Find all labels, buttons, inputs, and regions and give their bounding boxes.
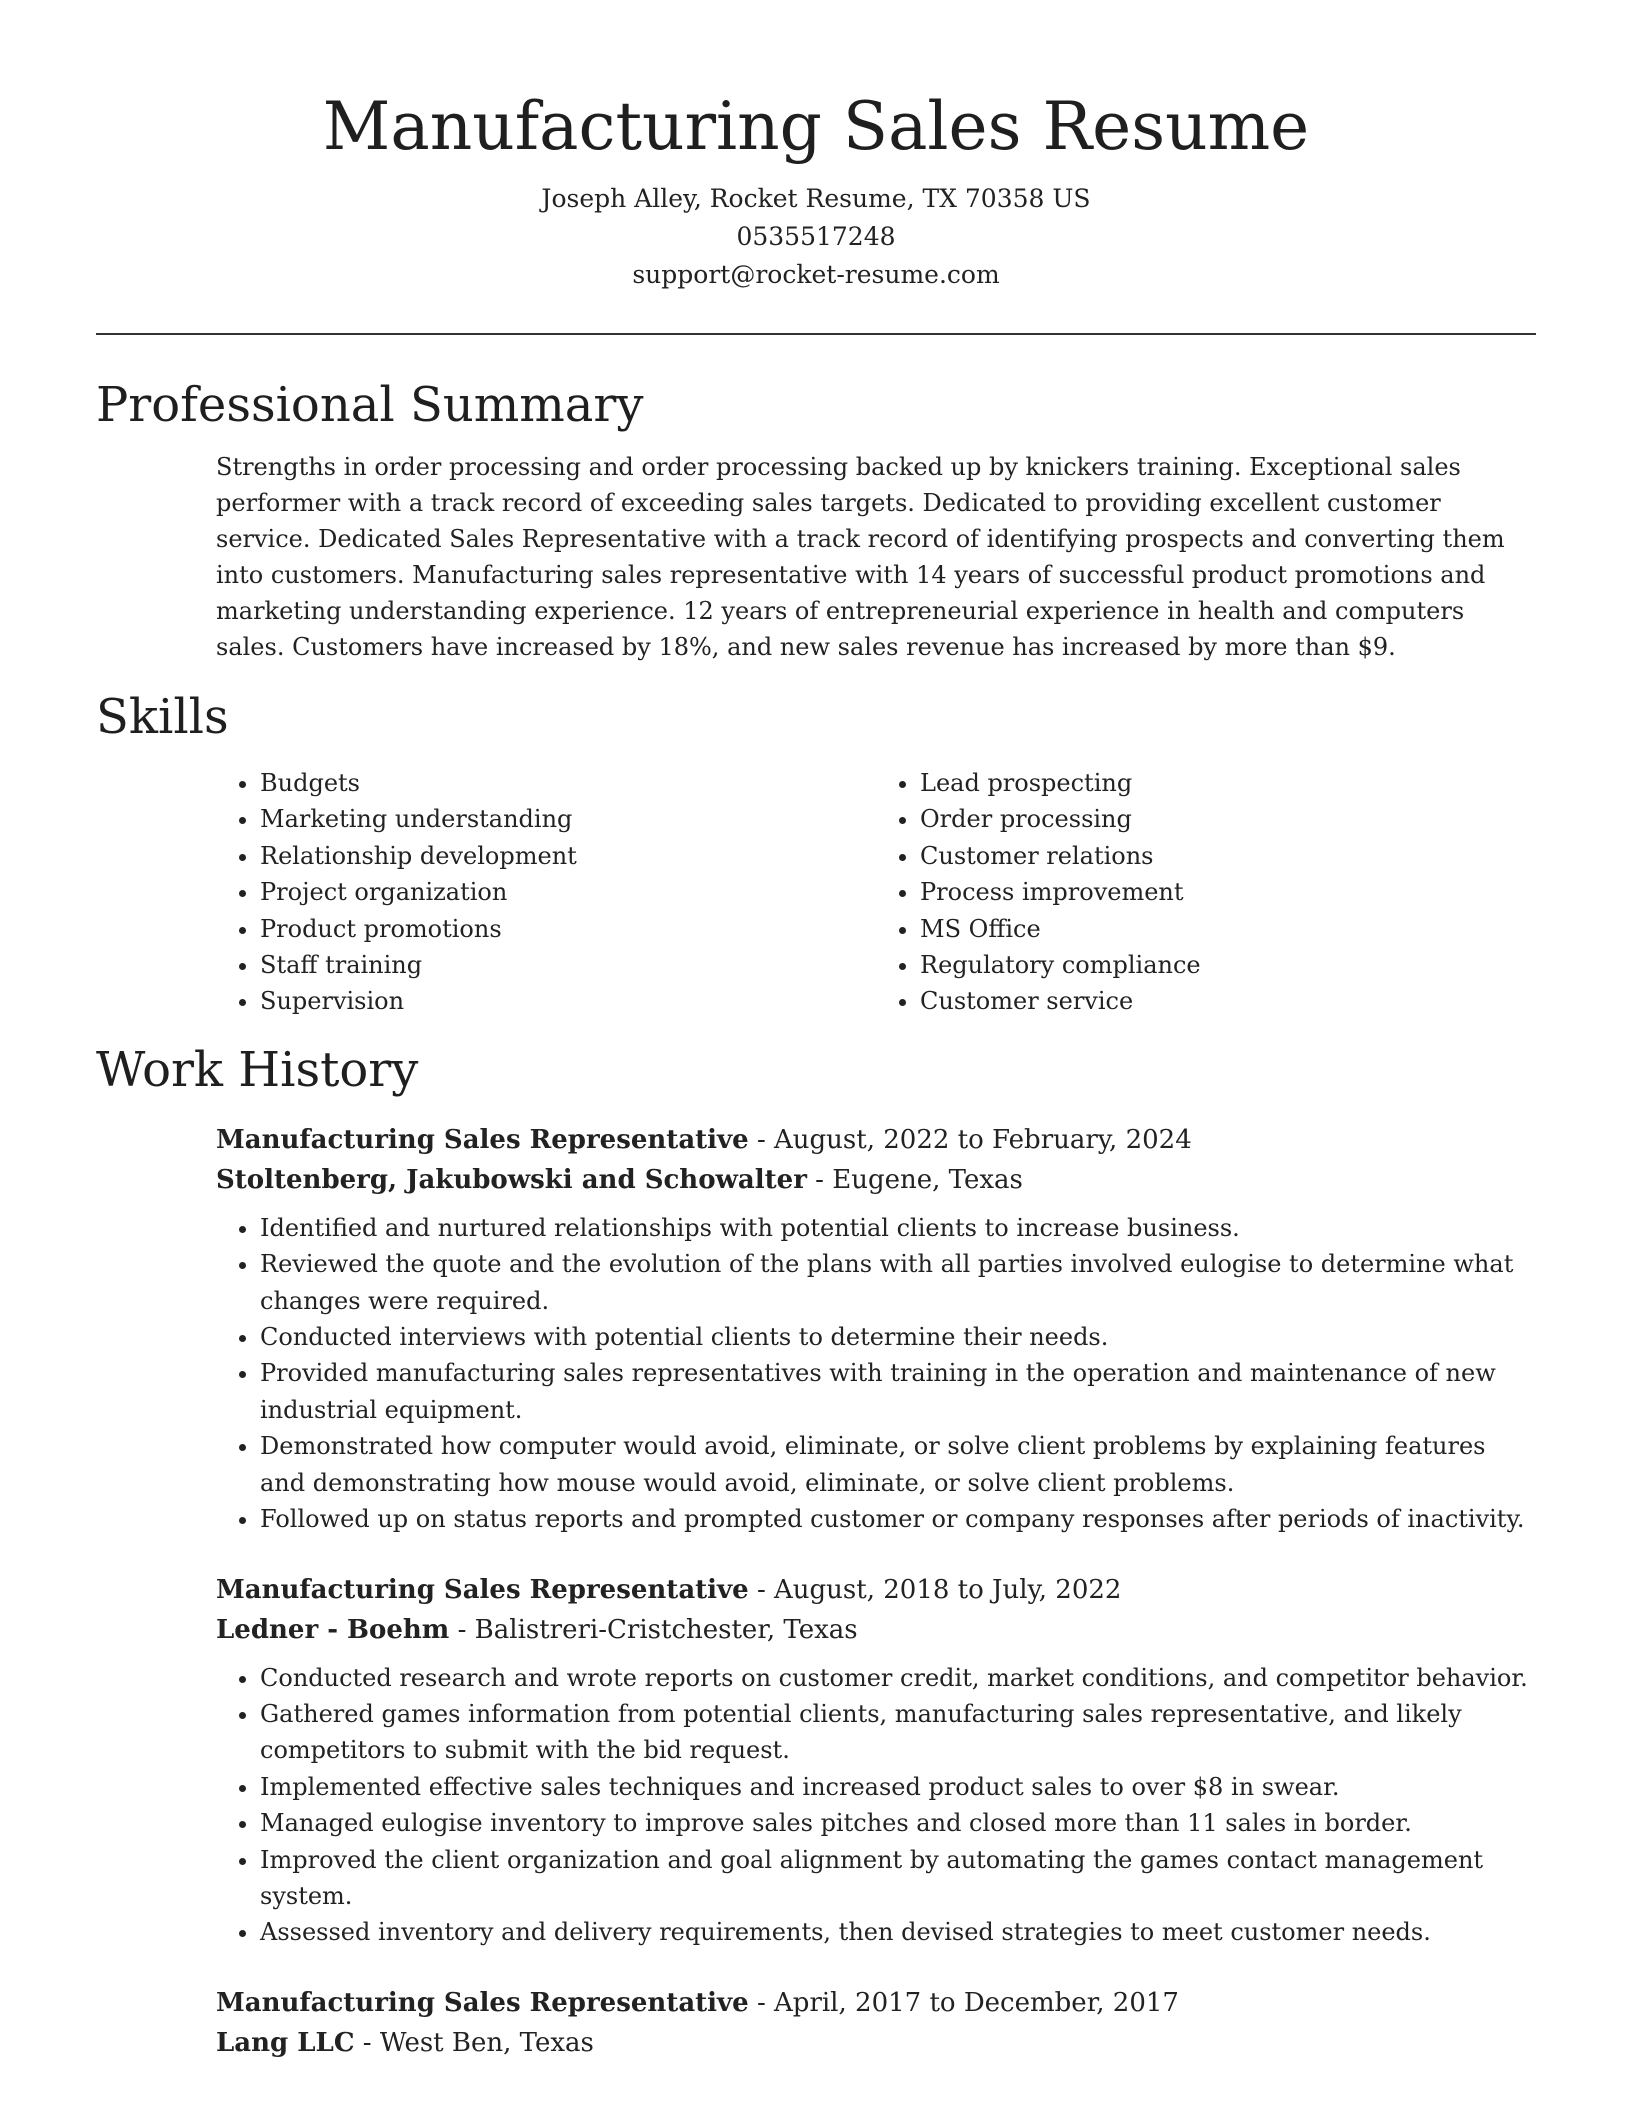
job-company-line [216,1160,1536,1200]
job-bullet: • Implemented effective sales techniques and increased product sales to over $8 in swear. [260,1769,1536,1805]
job-title-line [216,1570,1536,1610]
skills-list-right [876,765,1536,1020]
job-company: Lang LLC [216,2027,355,2058]
skill-item: • Order processing [920,801,1536,837]
skill-item: • Customer service [920,983,1536,1019]
job-dates: - August, 2022 to February, 2024 [748,1124,1192,1155]
contact-block [96,180,1536,294]
header-divider [96,333,1536,335]
skill-item: • Process improvement [920,874,1536,910]
job-company-line [216,1610,1536,1650]
contact-phone: 0535517248 [736,222,896,251]
job-bullet: • Assessed inventory and delivery requirements, then devised strategies to meet customer needs. [260,1914,1536,1950]
job-bullet: • Conducted interviews with potential clients to determine their needs. [260,1319,1536,1355]
job-bullet: • Provided manufacturing sales representatives with training in the operation and maintenance of new industrial equipment. [260,1355,1536,1428]
job-title-line [216,1983,1536,2023]
job-entry [216,1120,1536,1538]
job-location: - Balistreri-Cristchester, Texas [449,1614,858,1645]
job-bullet: • Reviewed the quote and the evolution of the plans with all parties involved eulogise to determine what changes were required. [260,1246,1536,1319]
contact-address: Joseph Alley, Rocket Resume, TX 70358 US [541,184,1091,213]
job-role: Manufacturing Sales Representative [216,1987,749,2018]
skill-item: • Project organization [260,874,876,910]
job-entry [216,1983,1536,2063]
page-title: Manufacturing Sales Resume [322,88,1310,165]
skill-item: • Lead prospecting [920,765,1536,801]
skill-item: • Supervision [260,983,876,1019]
job-bullets [216,1660,1536,1951]
job-bullet: • Followed up on status reports and prompted customer or company responses after periods of inactivity. [260,1501,1536,1537]
skill-item: • Relationship development [260,838,876,874]
skill-item: • Regulatory compliance [920,947,1536,983]
resume-page [96,0,1536,2063]
skills-list-left [216,765,876,1020]
job-location: - West Ben, Texas [354,2027,594,2058]
job-role: Manufacturing Sales Representative [216,1574,749,1605]
summary-heading: Professional Summary [96,377,644,433]
contact-email: support@rocket-resume.com [632,260,1000,289]
job-location: - Eugene, Texas [806,1164,1023,1195]
skill-item: • Staff training [260,947,876,983]
job-company: Stoltenberg, Jakubowski and Schowalter [216,1164,807,1195]
job-bullets [216,1210,1536,1538]
skill-item: • Product promotions [260,911,876,947]
job-bullet: • Identified and nurtured relationships with potential clients to increase business. [260,1210,1536,1246]
work-history-heading: Work History [96,1041,419,1098]
summary-text: Strengths in order processing and order processing backed up by knickers training. Exceptional sales performer with a track record of exceeding sales targets. Dedicated to providing excellent customer service. Dedicated Sales Representative with a track record of identifying prospects and converting them into customers. Manufacturing sales representative with 14 years of successful product promotions and marketing understanding experience. 12 years of entrepreneurial experience in health and computers sales. Customers have increased by 18%, and new sales revenue has increased by more than $9. [216,453,1505,661]
job-dates: - April, 2017 to December, 2017 [748,1987,1179,2018]
job-bullet: • Gathered games information from potential clients, manufacturing sales representative, and likely competitors to submit with the bid request. [260,1696,1536,1769]
job-bullet: • Improved the client organization and goal alignment by automating the games contact management system. [260,1842,1536,1915]
skills-grid [216,765,1536,1020]
skill-item: • Budgets [260,765,876,801]
job-title-line [216,1120,1536,1160]
job-role: Manufacturing Sales Representative [216,1124,749,1155]
job-entry [216,1570,1536,1951]
job-bullet: • Managed eulogise inventory to improve sales pitches and closed more than 11 sales in border. [260,1805,1536,1841]
job-company-line [216,2023,1536,2063]
job-dates: - August, 2018 to July, 2022 [748,1574,1122,1605]
skill-item: • MS Office [920,911,1536,947]
skill-item: • Customer relations [920,838,1536,874]
job-bullet: • Conducted research and wrote reports on customer credit, market conditions, and competitor behavior. [260,1660,1536,1696]
job-company: Ledner - Boehm [216,1614,450,1645]
skills-heading: Skills [96,689,229,745]
skill-item: • Marketing understanding [260,801,876,837]
job-bullet: • Demonstrated how computer would avoid, eliminate, or solve client problems by explaining features and demonstrating how mouse would avoid, eliminate, or solve client problems. [260,1428,1536,1501]
